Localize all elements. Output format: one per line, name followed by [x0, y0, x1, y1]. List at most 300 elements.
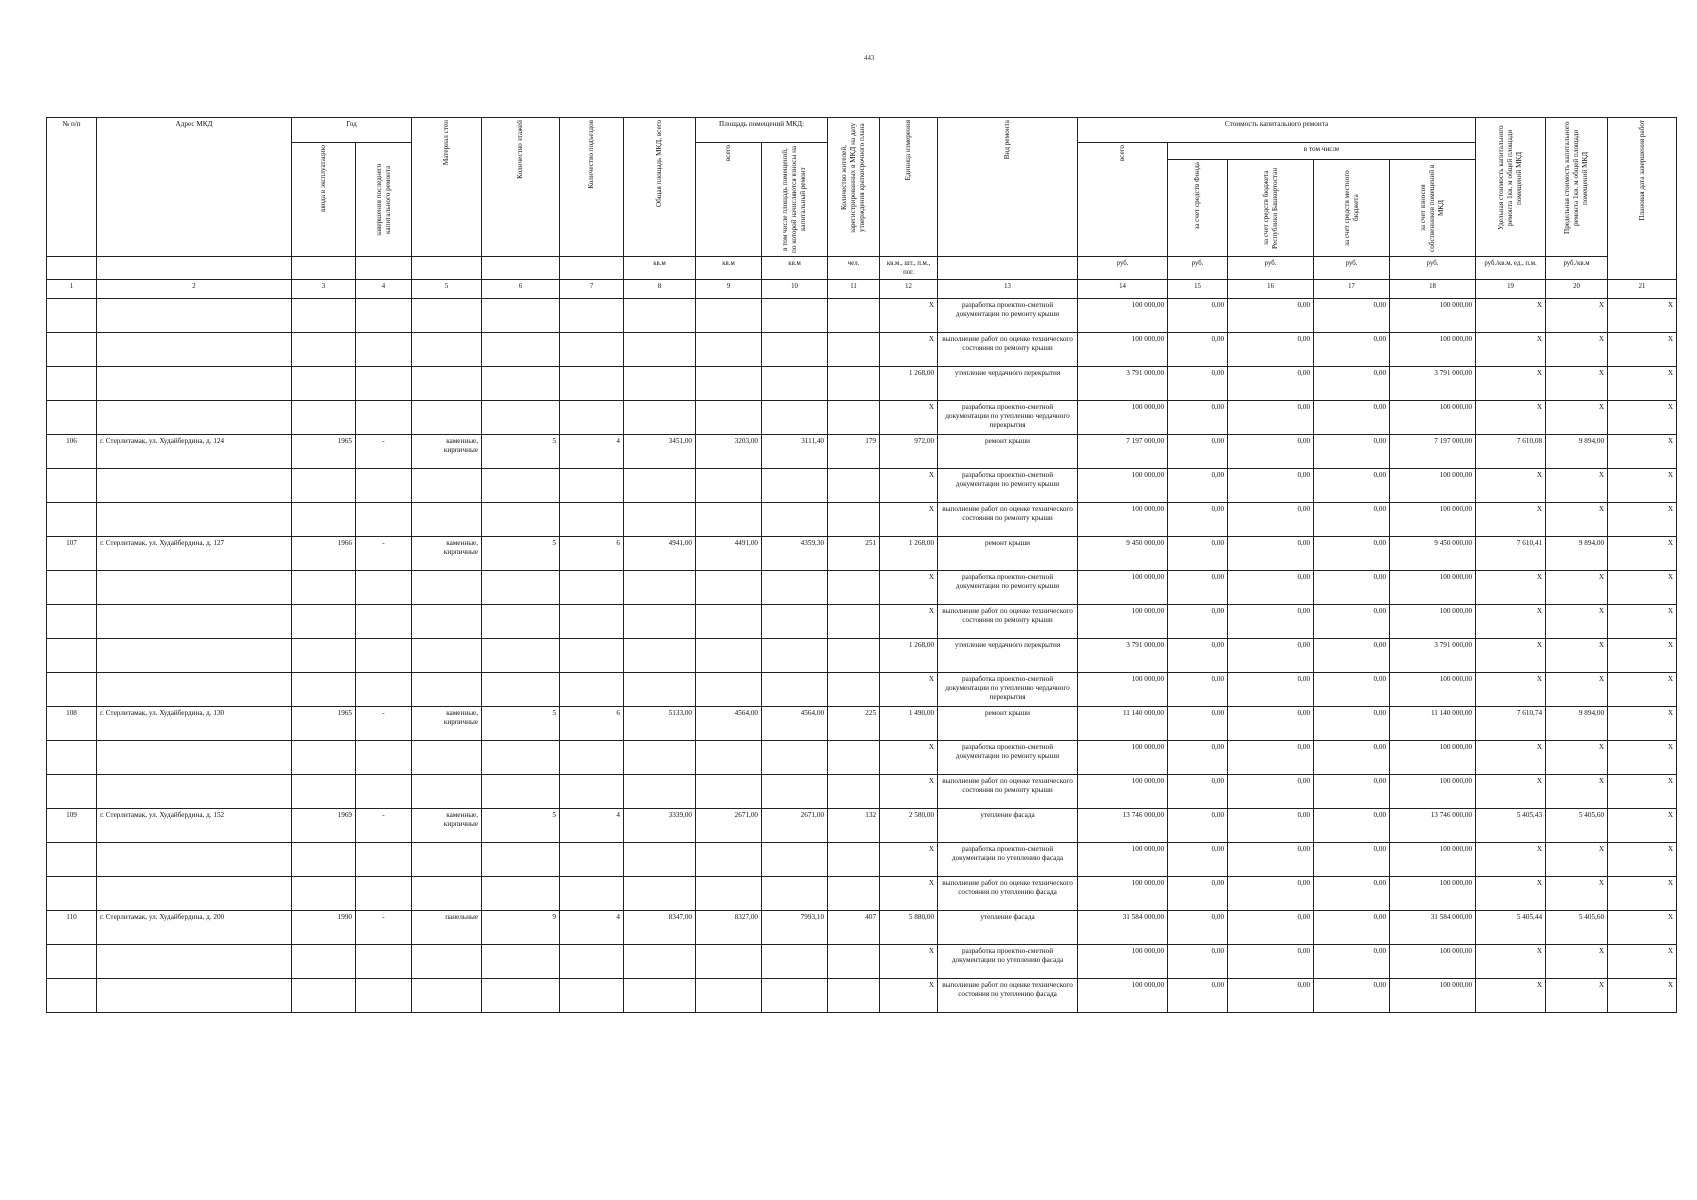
- cell-num: [47, 741, 97, 775]
- col-number: 7: [560, 280, 624, 299]
- cell-premises-area: [696, 333, 762, 367]
- cell-work-type: разработка проектно-сметной документации по ремонту крыши: [938, 469, 1078, 503]
- unit-18: руб.: [1390, 257, 1476, 280]
- cell-entrances: [560, 367, 624, 401]
- cell-address: [97, 843, 292, 877]
- cell-address: [97, 673, 292, 707]
- table-row: [47, 469, 1677, 503]
- cell-cost-local: 0,00: [1314, 877, 1390, 911]
- cell-cost-local: 0,00: [1314, 401, 1390, 435]
- cell-specific-cost: X: [1476, 775, 1546, 809]
- cell-year-commission: [292, 843, 356, 877]
- unit-19: руб./кв.м, ед., п.м.: [1476, 257, 1546, 280]
- cell-work-type: разработка проектно-сметной документации по утеплению чердачного перекрытия: [938, 673, 1078, 707]
- cell-floors: 5: [482, 809, 560, 843]
- col-number: 12: [880, 280, 938, 299]
- cell-year-commission: [292, 945, 356, 979]
- cell-num: [47, 469, 97, 503]
- column-numbers-row: [47, 280, 1677, 299]
- cell-year-last-repair: [356, 571, 412, 605]
- cell-cost-local: 0,00: [1314, 911, 1390, 945]
- unit-9: кв.м: [696, 257, 762, 280]
- cell-address: [97, 639, 292, 673]
- cell-premises-residents-area: 2671,00: [762, 809, 828, 843]
- cell-floors: 5: [482, 707, 560, 741]
- cell-specific-cost: X: [1476, 367, 1546, 401]
- cell-cost-local: 0,00: [1314, 945, 1390, 979]
- cell-cost-fund: 0,00: [1168, 401, 1228, 435]
- cell-work-type: выполнение работ по оценке технического состояния по утеплению фасада: [938, 877, 1078, 911]
- cell-total-area: 5133,00: [624, 707, 696, 741]
- cell-total-area: [624, 945, 696, 979]
- cell-wall-material: [412, 401, 482, 435]
- cell-unit: X: [880, 299, 938, 333]
- cell-limit-cost: X: [1546, 571, 1608, 605]
- cell-num: [47, 605, 97, 639]
- cell-work-type: выполнение работ по оценке технического состояния по утеплению фасада: [938, 979, 1078, 1013]
- cell-year-last-repair: [356, 401, 412, 435]
- cell-premises-residents-area: [762, 333, 828, 367]
- cell-year-commission: 1969: [292, 809, 356, 843]
- cell-work-type: утепление фасада: [938, 809, 1078, 843]
- cell-unit: X: [880, 945, 938, 979]
- cell-premises-residents-area: [762, 843, 828, 877]
- cell-year-last-repair: -: [356, 537, 412, 571]
- cell-specific-cost: X: [1476, 333, 1546, 367]
- cell-entrances: [560, 299, 624, 333]
- cell-residents: [828, 367, 880, 401]
- header-year-commission: ввода в эксплуатацию: [292, 143, 356, 257]
- cell-cost-republic: 0,00: [1228, 537, 1314, 571]
- cell-cost-total: 100 000,00: [1078, 469, 1168, 503]
- cell-address: [97, 367, 292, 401]
- table-row: [47, 945, 1677, 979]
- cell-entrances: 6: [560, 707, 624, 741]
- cell-work-type: утепление чердачного перекрытия: [938, 639, 1078, 673]
- unit-20: руб./кв.м: [1546, 257, 1608, 280]
- cell-total-area: [624, 299, 696, 333]
- cell-num: [47, 299, 97, 333]
- cell-total-area: [624, 571, 696, 605]
- cell-cost-fund: 0,00: [1168, 945, 1228, 979]
- cell-year-last-repair: [356, 843, 412, 877]
- cell-cost-local: 0,00: [1314, 299, 1390, 333]
- cell-premises-residents-area: [762, 605, 828, 639]
- cell-deadline: X: [1608, 571, 1677, 605]
- cell-cost-fund: 0,00: [1168, 571, 1228, 605]
- cell-cost-republic: 0,00: [1228, 469, 1314, 503]
- cell-total-area: [624, 979, 696, 1013]
- cell-total-area: 3339,00: [624, 809, 696, 843]
- cell-specific-cost: 5 405,43: [1476, 809, 1546, 843]
- cell-total-area: [624, 877, 696, 911]
- cell-address: г. Стерлитамак, ул. Худайбердина, д. 130: [97, 707, 292, 741]
- cell-cost-republic: 0,00: [1228, 741, 1314, 775]
- cell-limit-cost: X: [1546, 945, 1608, 979]
- cell-cost-total: 100 000,00: [1078, 605, 1168, 639]
- cell-cost-fund: 0,00: [1168, 775, 1228, 809]
- cell-cost-local: 0,00: [1314, 639, 1390, 673]
- cell-total-area: [624, 333, 696, 367]
- table-row: [47, 639, 1677, 673]
- cell-year-last-repair: [356, 775, 412, 809]
- cell-total-area: [624, 775, 696, 809]
- header-unit: Единица измерения: [880, 118, 938, 257]
- cell-premises-area: [696, 639, 762, 673]
- table-body: [47, 299, 1677, 1013]
- cell-cost-local: 0,00: [1314, 571, 1390, 605]
- cell-unit: X: [880, 333, 938, 367]
- cell-unit: X: [880, 605, 938, 639]
- cell-premises-area: [696, 843, 762, 877]
- cell-total-area: [624, 843, 696, 877]
- unit-12: кв.м., шт., п.м., пог.: [880, 257, 938, 280]
- cell-specific-cost: X: [1476, 299, 1546, 333]
- cell-address: г. Стерлитамак, ул. Худайбердина, д. 124: [97, 435, 292, 469]
- cell-floors: [482, 741, 560, 775]
- cell-residents: 132: [828, 809, 880, 843]
- cell-work-type: разработка проектно-сметной документации по ремонту крыши: [938, 299, 1078, 333]
- cell-specific-cost: X: [1476, 503, 1546, 537]
- cell-cost-total: 100 000,00: [1078, 503, 1168, 537]
- cell-year-commission: [292, 877, 356, 911]
- cell-premises-residents-area: [762, 877, 828, 911]
- cell-year-commission: [292, 503, 356, 537]
- cell-wall-material: [412, 571, 482, 605]
- table-row: [47, 605, 1677, 639]
- cell-num: [47, 503, 97, 537]
- unit-8: кв.м: [624, 257, 696, 280]
- cell-total-area: 3451,00: [624, 435, 696, 469]
- units-row: [47, 257, 1677, 280]
- unit-16: руб.: [1228, 257, 1314, 280]
- header-premises-area: Площадь помещений МКД:: [696, 118, 828, 143]
- table-row: [47, 979, 1677, 1013]
- cell-work-type: выполнение работ по оценке технического состояния по ремонту крыши: [938, 333, 1078, 367]
- cell-premises-residents-area: 7993,10: [762, 911, 828, 945]
- table-row: [47, 741, 1677, 775]
- cell-cost-total: 11 140 000,00: [1078, 707, 1168, 741]
- cell-unit: X: [880, 775, 938, 809]
- cell-work-type: выполнение работ по оценке технического состояния по ремонту крыши: [938, 605, 1078, 639]
- cell-entrances: [560, 673, 624, 707]
- cell-year-last-repair: -: [356, 435, 412, 469]
- cell-residents: [828, 503, 880, 537]
- col-number: 2: [97, 280, 292, 299]
- cell-year-commission: [292, 571, 356, 605]
- col-number: 17: [1314, 280, 1390, 299]
- cell-cost-republic: 0,00: [1228, 775, 1314, 809]
- cell-premises-residents-area: [762, 741, 828, 775]
- cell-cost-republic: 0,00: [1228, 299, 1314, 333]
- cell-limit-cost: X: [1546, 775, 1608, 809]
- cell-cost-owners: 100 000,00: [1390, 673, 1476, 707]
- cell-unit: 5 880,00: [880, 911, 938, 945]
- cell-floors: [482, 877, 560, 911]
- cell-residents: [828, 877, 880, 911]
- cell-limit-cost: X: [1546, 469, 1608, 503]
- col-number: 10: [762, 280, 828, 299]
- cell-year-last-repair: -: [356, 911, 412, 945]
- cell-num: [47, 639, 97, 673]
- cell-deadline: X: [1608, 911, 1677, 945]
- cell-address: [97, 571, 292, 605]
- cell-deadline: X: [1608, 707, 1677, 741]
- header-republic: за счет средств бюджета Республики Башкортостан: [1228, 160, 1314, 257]
- cell-year-last-repair: [356, 877, 412, 911]
- cell-cost-total: 100 000,00: [1078, 775, 1168, 809]
- cell-deadline: X: [1608, 367, 1677, 401]
- col-number: 9: [696, 280, 762, 299]
- cell-cost-owners: 7 197 000,00: [1390, 435, 1476, 469]
- table-row: [47, 911, 1677, 945]
- cell-total-area: [624, 741, 696, 775]
- cell-premises-area: [696, 673, 762, 707]
- cell-total-area: [624, 503, 696, 537]
- cell-residents: 251: [828, 537, 880, 571]
- cell-cost-owners: 100 000,00: [1390, 877, 1476, 911]
- cell-cost-fund: 0,00: [1168, 435, 1228, 469]
- cell-num: 108: [47, 707, 97, 741]
- col-number: 1: [47, 280, 97, 299]
- cell-num: [47, 333, 97, 367]
- cell-specific-cost: 7 610,74: [1476, 707, 1546, 741]
- col-number: 11: [828, 280, 880, 299]
- cell-limit-cost: 9 894,00: [1546, 537, 1608, 571]
- unit-15: руб.: [1168, 257, 1228, 280]
- cell-limit-cost: 5 405,60: [1546, 911, 1608, 945]
- header-deadline: Плановая дата завершения работ: [1608, 118, 1677, 280]
- cell-wall-material: каменные, кирпичные: [412, 537, 482, 571]
- cell-premises-residents-area: 4359,30: [762, 537, 828, 571]
- cell-cost-owners: 100 000,00: [1390, 299, 1476, 333]
- cell-wall-material: [412, 299, 482, 333]
- cell-residents: [828, 469, 880, 503]
- cell-cost-total: 100 000,00: [1078, 843, 1168, 877]
- cell-cost-owners: 100 000,00: [1390, 741, 1476, 775]
- cell-residents: [828, 401, 880, 435]
- cell-unit: X: [880, 979, 938, 1013]
- header-entrances: Количество подъездов: [560, 118, 624, 257]
- cell-total-area: [624, 401, 696, 435]
- cell-cost-owners: 100 000,00: [1390, 401, 1476, 435]
- cell-year-commission: [292, 333, 356, 367]
- cell-work-type: разработка проектно-сметной документации по ремонту крыши: [938, 571, 1078, 605]
- capital-repair-table: [46, 117, 1677, 1013]
- unit-14: руб.: [1078, 257, 1168, 280]
- col-number: 16: [1228, 280, 1314, 299]
- cell-specific-cost: X: [1476, 945, 1546, 979]
- cell-cost-owners: 100 000,00: [1390, 333, 1476, 367]
- cell-work-type: ремонт крыши: [938, 435, 1078, 469]
- cell-entrances: [560, 945, 624, 979]
- cell-num: [47, 367, 97, 401]
- cell-cost-total: 3 791 000,00: [1078, 639, 1168, 673]
- cell-deadline: X: [1608, 469, 1677, 503]
- cell-cost-fund: 0,00: [1168, 877, 1228, 911]
- cell-deadline: X: [1608, 435, 1677, 469]
- header-owners: за счет взносов собственников помещений в МКД: [1390, 160, 1476, 257]
- cell-unit: 1 268,00: [880, 537, 938, 571]
- header-premises-residents: в том числе площадь помещений, по которой начисляются взносы на капитальный ремонт: [762, 143, 828, 257]
- cell-deadline: X: [1608, 877, 1677, 911]
- cell-entrances: [560, 401, 624, 435]
- cell-address: [97, 775, 292, 809]
- cell-num: [47, 775, 97, 809]
- unit-10: кв.м: [762, 257, 828, 280]
- col-number: 18: [1390, 280, 1476, 299]
- cell-deadline: X: [1608, 775, 1677, 809]
- cell-cost-total: 31 584 000,00: [1078, 911, 1168, 945]
- cell-num: [47, 979, 97, 1013]
- cell-cost-fund: 0,00: [1168, 503, 1228, 537]
- cell-limit-cost: X: [1546, 979, 1608, 1013]
- cell-cost-fund: 0,00: [1168, 333, 1228, 367]
- cell-wall-material: [412, 741, 482, 775]
- cell-unit: X: [880, 843, 938, 877]
- cell-cost-republic: 0,00: [1228, 911, 1314, 945]
- cell-unit: 1 490,00: [880, 707, 938, 741]
- cell-floors: [482, 945, 560, 979]
- cell-entrances: [560, 571, 624, 605]
- cell-deadline: X: [1608, 299, 1677, 333]
- cell-residents: [828, 741, 880, 775]
- cell-unit: 972,00: [880, 435, 938, 469]
- table-row: [47, 843, 1677, 877]
- cell-entrances: [560, 503, 624, 537]
- page-number: 443: [864, 54, 875, 62]
- cell-entrances: [560, 605, 624, 639]
- cell-num: 110: [47, 911, 97, 945]
- cell-cost-republic: 0,00: [1228, 877, 1314, 911]
- cell-premises-residents-area: [762, 673, 828, 707]
- cell-total-area: 4941,00: [624, 537, 696, 571]
- cell-entrances: [560, 333, 624, 367]
- cell-premises-area: [696, 401, 762, 435]
- table-row: [47, 503, 1677, 537]
- cell-specific-cost: X: [1476, 877, 1546, 911]
- cell-cost-republic: 0,00: [1228, 945, 1314, 979]
- cell-cost-total: 100 000,00: [1078, 571, 1168, 605]
- cell-wall-material: [412, 843, 482, 877]
- cell-year-last-repair: [356, 503, 412, 537]
- cell-premises-residents-area: [762, 469, 828, 503]
- cell-floors: [482, 775, 560, 809]
- cell-deadline: X: [1608, 945, 1677, 979]
- cell-year-last-repair: [356, 639, 412, 673]
- cell-year-commission: [292, 299, 356, 333]
- cell-limit-cost: 5 405,60: [1546, 809, 1608, 843]
- cell-cost-local: 0,00: [1314, 843, 1390, 877]
- cell-address: [97, 741, 292, 775]
- cell-address: [97, 945, 292, 979]
- header-num: № п/п: [47, 118, 97, 257]
- cell-limit-cost: X: [1546, 673, 1608, 707]
- cell-num: [47, 571, 97, 605]
- table-row: [47, 673, 1677, 707]
- cell-cost-total: 7 197 000,00: [1078, 435, 1168, 469]
- cell-unit: X: [880, 877, 938, 911]
- cell-address: г. Стерлитамак, ул. Худайбердина, д. 200: [97, 911, 292, 945]
- cell-premises-area: 3203,00: [696, 435, 762, 469]
- cell-entrances: [560, 843, 624, 877]
- cell-deadline: X: [1608, 843, 1677, 877]
- cell-deadline: X: [1608, 809, 1677, 843]
- cell-premises-area: 2671,00: [696, 809, 762, 843]
- cell-wall-material: [412, 639, 482, 673]
- cell-address: г. Стерлитамак, ул. Худайбердина, д. 127: [97, 537, 292, 571]
- cell-cost-total: 100 000,00: [1078, 945, 1168, 979]
- cell-residents: 225: [828, 707, 880, 741]
- cell-residents: [828, 979, 880, 1013]
- cell-limit-cost: X: [1546, 741, 1608, 775]
- header-residents: Количество жителей, зарегистрированных в МКД на дату утверждения краткосрочного плана: [828, 118, 880, 257]
- cell-cost-fund: 0,00: [1168, 979, 1228, 1013]
- cell-deadline: X: [1608, 639, 1677, 673]
- cell-premises-area: 8327,00: [696, 911, 762, 945]
- cell-limit-cost: X: [1546, 843, 1608, 877]
- cell-total-area: [624, 367, 696, 401]
- cell-num: [47, 843, 97, 877]
- cell-deadline: X: [1608, 979, 1677, 1013]
- cell-specific-cost: 7 610,08: [1476, 435, 1546, 469]
- cell-year-last-repair: [356, 367, 412, 401]
- cell-cost-fund: 0,00: [1168, 537, 1228, 571]
- cell-year-commission: [292, 469, 356, 503]
- table-row: [47, 401, 1677, 435]
- cell-premises-residents-area: [762, 979, 828, 1013]
- cell-entrances: 4: [560, 911, 624, 945]
- cell-year-commission: [292, 639, 356, 673]
- cell-floors: [482, 571, 560, 605]
- cell-wall-material: [412, 979, 482, 1013]
- cell-cost-total: 100 000,00: [1078, 741, 1168, 775]
- cell-year-commission: 1966: [292, 537, 356, 571]
- cell-premises-area: [696, 979, 762, 1013]
- col-number: 21: [1608, 280, 1677, 299]
- cell-specific-cost: X: [1476, 571, 1546, 605]
- cell-premises-residents-area: 3111,40: [762, 435, 828, 469]
- cell-num: [47, 401, 97, 435]
- table-row: [47, 367, 1677, 401]
- cell-premises-residents-area: [762, 367, 828, 401]
- cell-premises-area: [696, 503, 762, 537]
- cell-floors: [482, 979, 560, 1013]
- cell-cost-local: 0,00: [1314, 537, 1390, 571]
- cell-deadline: X: [1608, 503, 1677, 537]
- cell-limit-cost: X: [1546, 401, 1608, 435]
- cell-work-type: разработка проектно-сметной документации по утеплению фасада: [938, 843, 1078, 877]
- col-number: 6: [482, 280, 560, 299]
- cell-specific-cost: X: [1476, 673, 1546, 707]
- cell-year-commission: [292, 605, 356, 639]
- cell-cost-owners: 100 000,00: [1390, 605, 1476, 639]
- cell-unit: X: [880, 673, 938, 707]
- cell-floors: [482, 673, 560, 707]
- cell-residents: [828, 639, 880, 673]
- cell-cost-owners: 100 000,00: [1390, 979, 1476, 1013]
- header-cost-total: всего: [1078, 143, 1168, 257]
- cell-address: [97, 401, 292, 435]
- cell-unit: X: [880, 503, 938, 537]
- cell-premises-area: [696, 775, 762, 809]
- cell-premises-area: [696, 367, 762, 401]
- cell-cost-total: 100 000,00: [1078, 673, 1168, 707]
- table-header: [47, 118, 1677, 299]
- cell-limit-cost: 9 894,00: [1546, 707, 1608, 741]
- cell-entrances: 6: [560, 537, 624, 571]
- cell-premises-area: [696, 945, 762, 979]
